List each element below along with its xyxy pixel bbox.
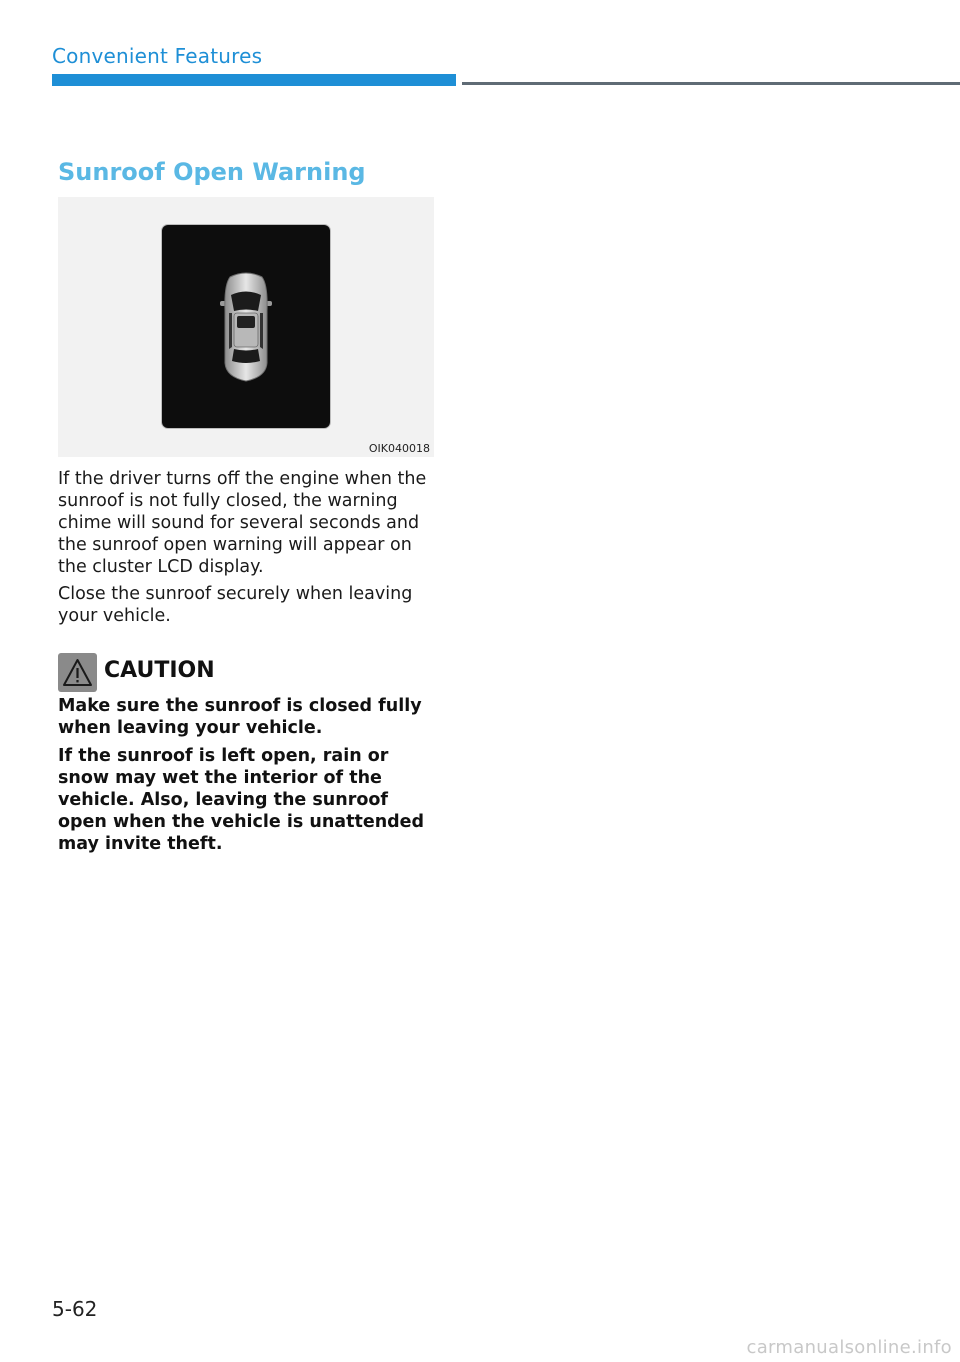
header-rule [462,82,960,85]
caution-text: If the sunroof is left open, rain or snow may wet the interior of the vehicle. Also, leaving the sunroof open when the vehicle is unattended may invite theft. [58,746,425,854]
body-paragraph: Close the sunroof securely when leaving your vehicle. [58,584,413,626]
body-paragraph: If the driver turns off the engine when the sunroof is not fully closed, the warning chime will sound for several seconds and the sunroof open warning will appear on the cluster LCD display. [58,469,427,577]
car-top-view-icon [220,271,272,383]
caution-label: CAUTION [104,658,215,683]
header-accent-bar [52,74,456,86]
cluster-display [162,225,330,428]
chapter-title: Convenient Features [52,44,263,68]
caution-text: Make sure the sunroof is closed fully when leaving your vehicle. [58,696,422,738]
sunroof-warning-figure [58,197,434,457]
section-title: Sunroof Open Warning [58,158,366,186]
page-number: 5-62 [52,1297,98,1321]
figure-code: OIK040018 [368,442,430,455]
watermark: carmanualsonline.info [746,1337,952,1358]
warning-triangle-icon [58,653,97,692]
